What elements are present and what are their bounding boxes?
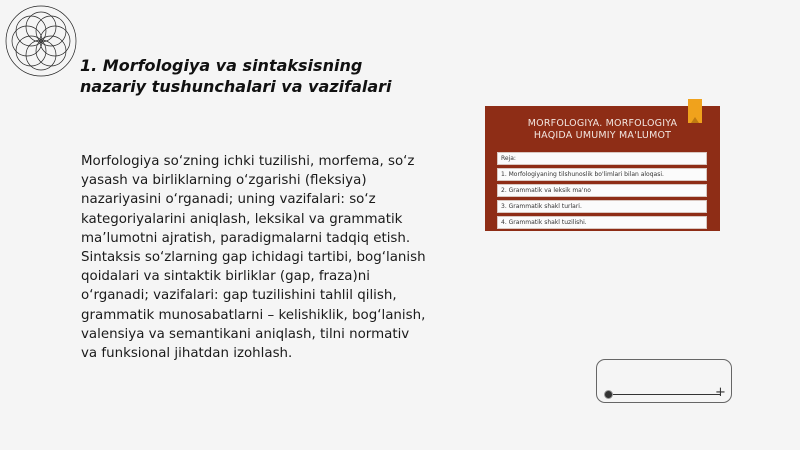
slide-title-line-2: nazariy tushunchalari va vazifalari <box>80 77 392 96</box>
plan-list-item: 2. Grammatik va leksik ma'no <box>497 184 707 197</box>
embedded-heading-line-1: MORFOLOGIYA. MORFOLOGIYA <box>527 118 678 129</box>
body-paragraph: Morfologiya so‘zning ichki tuzilishi, morfema, so‘z yasash va birliklarning o‘zgarishi (fleksiya) nazariyasini o‘rganadi; uning vazifalari: so‘z kategoriyalarini aniqlash, leksikal va grammatik ma’lumotni ajratish, paradigmalarni tadqiq etish. Sintaksis so‘zlarning gap ichidagi tartibi, bog‘lanish qoidalari va sintaktik birliklar (gap, fraza)ni o‘rganadi; vazifalari: gap tuzilishini tahlil qilish, grammatik munosabatlarni – kelishiklik, bog‘lanish, valensiya va semantikani aniqlash, tilni normativ va funksional jihatdan izohlash. <box>81 154 426 362</box>
plus-icon[interactable]: + <box>715 385 726 400</box>
plan-list-item: 3. Grammatik shakl turlari. <box>497 200 707 213</box>
plan-list-item: 4. Grammatik shakl tuzilishi. <box>497 216 707 229</box>
play-position-dot-icon[interactable] <box>604 390 613 399</box>
plan-list-item: 1. Morfologiyaning tilshunoslik bo'limlari bilan aloqasi. <box>497 168 707 181</box>
slide-title <box>80 55 440 97</box>
audio-player[interactable] <box>596 359 732 403</box>
plan-list-item: Reja: <box>497 152 707 165</box>
decorative-circle-pattern-icon <box>4 4 78 78</box>
embedded-slide-heading <box>485 118 720 142</box>
audio-progress-track[interactable] <box>609 394 721 395</box>
slide-title-line-1: 1. Morfologiya va sintaksisning <box>80 56 363 75</box>
bookmark-icon <box>688 99 702 123</box>
plan-list <box>497 152 707 232</box>
embedded-heading-line-2: HAQIDA UMUMIY MA'LUMOT <box>533 130 672 141</box>
